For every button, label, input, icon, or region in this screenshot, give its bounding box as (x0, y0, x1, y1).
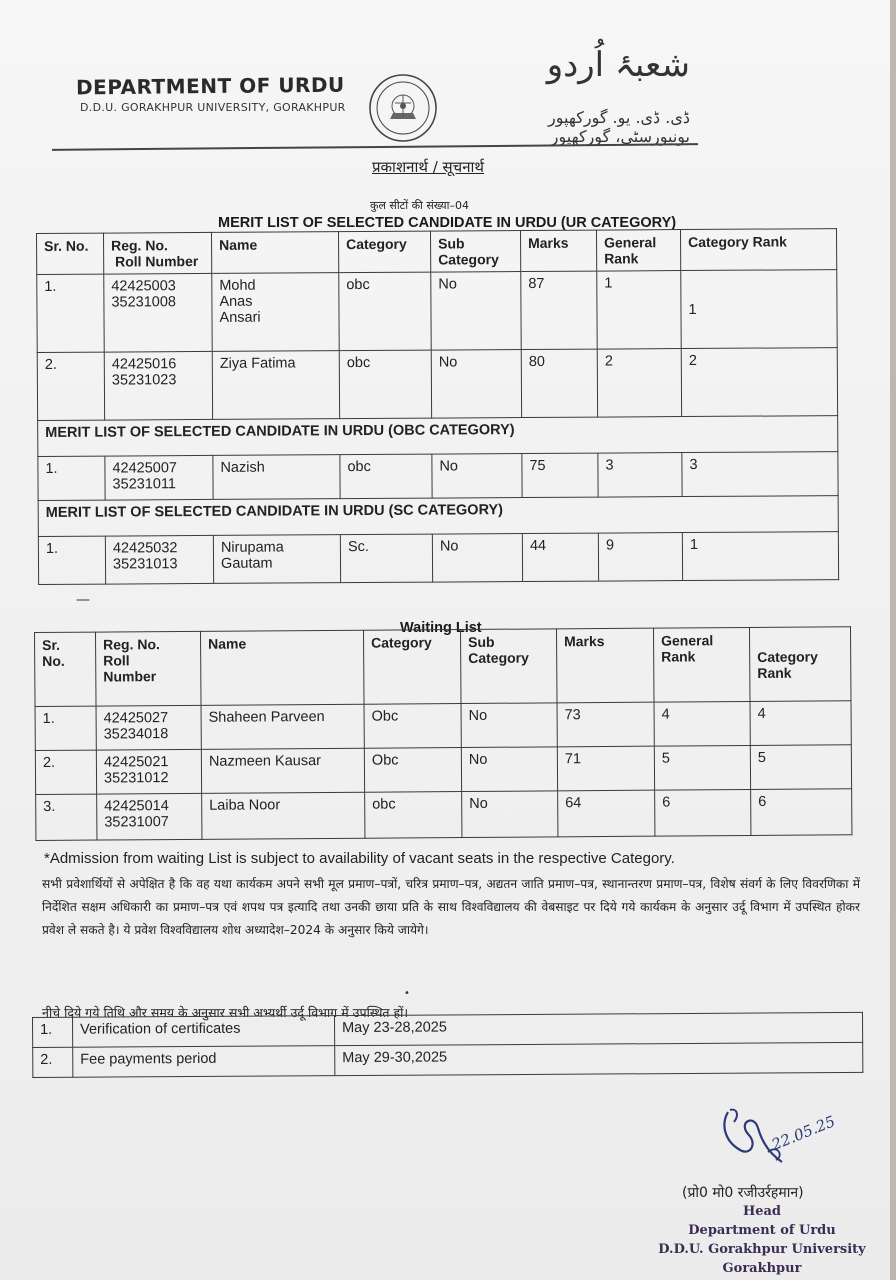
general-rank-cell: 1 (597, 271, 681, 350)
col-general-rank: General Rank (596, 230, 680, 272)
signature-date: 22.05.25 (769, 1112, 838, 1154)
sr-cell: 3. (36, 794, 97, 840)
col-name: Name (211, 232, 338, 274)
col-marks: Marks (520, 230, 596, 271)
schedule-dates-cell: May 23-28,2025 (334, 1012, 862, 1045)
name-cell: Mohd Anas Ansari (212, 273, 339, 352)
sc-section-row (38, 496, 838, 537)
sub-category-cell: No (461, 747, 557, 792)
merit-list-table (36, 228, 839, 585)
category-rank-cell: 3 (682, 452, 838, 497)
category-rank-cell: 6 (751, 789, 852, 836)
category-cell: Obc (364, 704, 461, 749)
col-sub-category: Sub Category (430, 231, 520, 273)
sr-cell: 2. (33, 1047, 73, 1077)
name-cell: Ziya Fatima (212, 351, 339, 420)
sub-category-cell: No (462, 791, 558, 838)
table-row (38, 532, 838, 585)
merit-header-row (37, 229, 837, 275)
urdu-university-name: ڈی. ڈی. یو. گورکھپور یونیورسٹی، گورکھپور (548, 108, 690, 146)
waiting-list-table (34, 626, 852, 841)
col-category: Category (338, 231, 430, 273)
category-cell: Sc. (340, 534, 432, 583)
marks-cell: 75 (522, 453, 598, 497)
schedule-dates-cell: May 29-30,2025 (335, 1042, 863, 1075)
stray-mark: — (76, 592, 90, 608)
name-cell: Nazmeen Kausar (201, 748, 364, 793)
stray-mark: • (404, 988, 410, 999)
sr-cell: 1. (38, 456, 105, 500)
merit-ur-heading: MERIT LIST OF SELECTED CANDIDATE IN URDU (UR CATEGORY) (218, 215, 677, 231)
name-cell: Laiba Noor (202, 792, 365, 839)
marks-cell: 71 (557, 746, 654, 791)
col-category-rank: Category Rank (749, 627, 851, 702)
table-row (37, 270, 837, 353)
sub-category-cell: No (432, 534, 522, 583)
category-rank-cell: 4 (750, 701, 851, 746)
sub-category-cell: No (431, 272, 521, 351)
category-cell: obc (365, 792, 462, 839)
reg-cell: 42425021 35231012 (96, 749, 201, 794)
sub-category-cell: No (432, 454, 522, 499)
stamp-department: Department of Urdu (688, 1223, 836, 1238)
general-rank-cell: 3 (598, 453, 682, 498)
category-cell: Obc (364, 748, 461, 793)
reg-cell: 42425016 35231023 (104, 351, 212, 420)
sr-cell: 1. (33, 1017, 73, 1047)
category-rank-cell: 1 (682, 532, 838, 581)
col-category: Category (363, 630, 461, 705)
table-row (33, 1042, 863, 1077)
schedule-intro: नीचे दिये गये तिथि और समय के अनुसार सभी अभ्यर्थी उर्दू विभाग में उपस्थित हों। (42, 1005, 409, 1020)
col-reg-no: Reg. No. Roll Number (96, 631, 202, 706)
col-name: Name (200, 630, 364, 705)
name-cell: Shaheen Parveen (201, 704, 364, 749)
admission-footnote: *Admission from waiting List is subject to availability of vacant seats in the respective Category. (44, 850, 675, 867)
general-rank-cell: 6 (655, 790, 751, 837)
reg-cell: 42425032 35231013 (105, 535, 213, 584)
university-name: D.D.U. GORAKHPUR UNIVERSITY, GORAKHPUR (80, 101, 346, 114)
sr-cell: 1. (38, 536, 105, 584)
general-rank-cell: 5 (654, 746, 750, 791)
instructions-paragraph: सभी प्रवेशार्थियों से अपेक्षित है कि वह यथा कार्यकम अपने सभी मूल प्रमाण–पत्रों, चरित्र प्रमाण–पत्र, अद्यतन जाति प्रमाण–पत्र, स्थानान्तरण प्रमाण–पत्र, विशेष संवर्ग के लिए विवरणिका में निर्देशित सक्षम अधिकारी का प्रमाण–पत्र एवं शपथ पत्र इत्यादि तथा उनकी छाया प्रति के साथ विश्वविद्यालय की वेबसाइट पर दिये गये कार्यकम के अनुसार उर्दू विभाग में उपस्थित होकर प्रवेश ले सकते है। ये प्रवेश विश्वविद्यालय शोध अध्यादेश–2024 के अनुसार किये जायेगे। (42, 877, 860, 937)
schedule-item-cell: Fee payments period (73, 1046, 335, 1078)
general-rank-cell: 4 (654, 702, 750, 747)
marks-cell: 44 (522, 533, 598, 581)
reg-cell: 42425027 35234018 (96, 705, 201, 750)
table-row (35, 745, 851, 795)
reg-cell: 42425003 35231008 (104, 273, 212, 352)
col-category-rank: Category Rank (680, 229, 836, 271)
reg-cell: 42425014 35231007 (97, 793, 202, 840)
category-cell: obc (339, 350, 431, 419)
schedule-table (32, 1012, 863, 1078)
merit-obc-heading: MERIT LIST OF SELECTED CANDIDATE IN URDU (OBC CATEGORY) (38, 416, 838, 457)
table-row (36, 789, 852, 841)
table-row (38, 452, 838, 501)
col-marks: Marks (556, 628, 654, 703)
category-rank-cell: 5 (750, 745, 851, 790)
col-general-rank: General Rank (653, 628, 750, 703)
department-title: DEPARTMENT OF URDU (75, 72, 345, 100)
notice-title: प्रकाशनार्थ / सूचनार्थ (372, 158, 484, 176)
name-cell: Nirupama Gautam (213, 535, 340, 584)
col-reg-no: Reg. No. Roll Number (104, 232, 212, 274)
category-cell: obc (340, 454, 432, 499)
category-cell: obc (339, 272, 431, 351)
header-divider (52, 143, 698, 151)
general-rank-cell: 9 (598, 533, 682, 582)
category-rank-cell: 2 (681, 348, 837, 417)
table-row (37, 348, 837, 421)
name-cell: Nazish (213, 455, 340, 500)
col-sr-no: Sr. No. (35, 632, 97, 706)
reg-cell: 42425007 35231011 (105, 455, 213, 500)
marks-cell: 64 (558, 790, 655, 837)
stamp-city: Gorakhpur (722, 1261, 802, 1276)
sr-cell: 1. (35, 706, 96, 750)
waiting-header-row (35, 627, 851, 707)
schedule-item-cell: Verification of certificates (73, 1016, 335, 1048)
category-rank-cell: 1 (681, 270, 837, 349)
marks-cell: 73 (557, 702, 654, 747)
total-seats: कुल सीटों की संख्या–04 (370, 199, 469, 212)
official-stamp (642, 1202, 882, 1278)
general-rank-cell: 2 (597, 349, 681, 418)
sr-cell: 2. (37, 352, 104, 420)
stamp-university: D.D.U. Gorakhpur University (658, 1242, 866, 1257)
signatory-name: (प्रो0 मो0 रजीउर्रहमान) (682, 1185, 804, 1201)
sr-cell: 1. (37, 274, 104, 352)
marks-cell: 80 (521, 349, 597, 417)
col-sr-no: Sr. No. (37, 233, 104, 274)
sub-category-cell: No (461, 703, 557, 748)
sub-category-cell: No (431, 350, 521, 419)
merit-sc-heading: MERIT LIST OF SELECTED CANDIDATE IN URDU (SC CATEGORY) (38, 496, 838, 537)
sr-cell: 2. (35, 750, 96, 794)
table-row (35, 701, 851, 751)
col-sub-category: Sub Category (460, 629, 557, 704)
obc-section-row (38, 416, 838, 457)
marks-cell: 87 (521, 271, 597, 349)
waiting-list-title: Waiting List (400, 620, 482, 636)
university-seal-logo (368, 73, 438, 143)
urdu-department-title: شعبۂ اُردو (546, 45, 690, 85)
stamp-title: Head (742, 1204, 782, 1219)
